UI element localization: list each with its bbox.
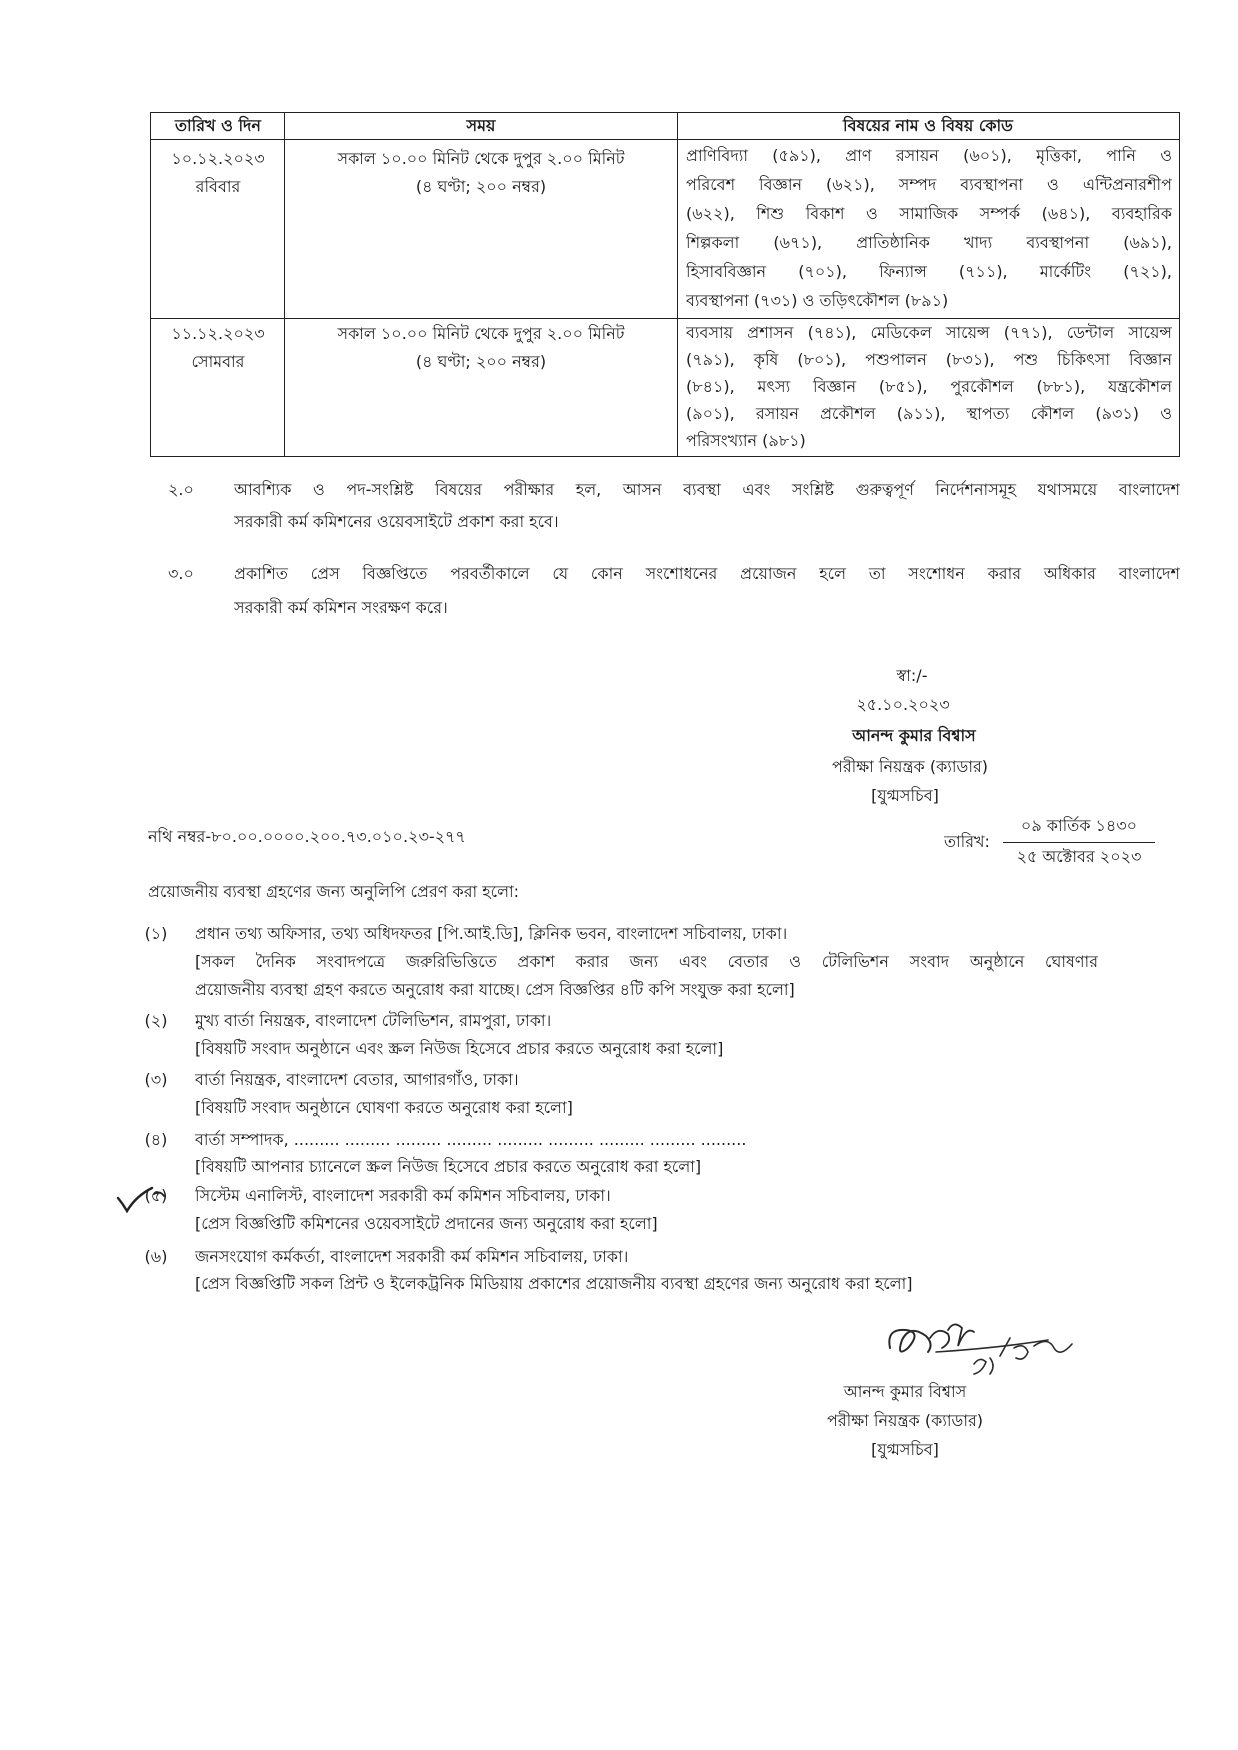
- recipient-number: (১): [144, 924, 168, 943]
- exam-day: রবিবার: [195, 177, 241, 196]
- clause-text-line: প্রকাশিত প্রেস বিজ্ঞপ্তিতে পরবর্তীকালে যে কোন সংশোধনের প্রয়োজন হলে তা সংশোধন করার অধিকার বাংলাদেশ: [234, 564, 1180, 583]
- subject-line: ব্যবস্থাপনা (৭৩১) ও তড়িৎকৌশল (৮৯১): [686, 291, 949, 310]
- signature-date: ২৫.১০.২০২৩: [856, 695, 950, 714]
- exam-duration-marks: (৪ ঘণ্টা; ২০০ নম্বর): [415, 352, 547, 371]
- exam-day: সোমবার: [191, 352, 245, 371]
- table-header-date-day: তারিখ ও দিন: [175, 116, 261, 135]
- signatory-designation: পরীক্ষা নিয়ন্ত্রক (ক্যাডার): [826, 1411, 984, 1430]
- table-header-subjects: বিষয়ের নাম ও বিষয় কোড: [843, 116, 1013, 135]
- subject-line: পরিবেশ বিজ্ঞান (৬২১), সম্পদ ব্যবস্থাপনা ও এন্টিপ্রনারশীপ: [686, 175, 1172, 194]
- recipient-number: (৬): [144, 1247, 168, 1266]
- subject-line: (৭৯১), কৃষি (৮০১), পশুপালন (৮৩১), পশু চিকিৎসা বিজ্ঞান: [686, 350, 1172, 369]
- checkmark-icon: [114, 1184, 176, 1216]
- table-header-divider: [151, 139, 1179, 140]
- recipient-note-line: [বিষয়টি সংবাদ অনুষ্ঠানে ঘোষণা করতে অনুরোধ করা হলো]: [195, 1098, 573, 1117]
- recipient-note-line: [বিষয়টি আপনার চ্যানেলে স্ক্রল নিউজ হিসেবে প্রচার করতে অনুরোধ করা হলো]: [195, 1157, 702, 1176]
- exam-date: ১১.১২.২০২৩: [171, 324, 265, 343]
- date-bengali: ০৯ কার্তিক ১৪৩০: [1020, 816, 1138, 835]
- recipient-line: প্রধান তথ্য অফিসার, তথ্য অধিদফতর [পি.আই.ডি], ক্লিনিক ভবন, বাংলাদেশ সচিবালয়, ঢাকা।: [195, 924, 788, 943]
- subject-line: প্রাণিবিদ্যা (৫৯১), প্রাণ রসায়ন (৬০১), মৃত্তিকা, পানি ও: [686, 146, 1172, 165]
- recipient-line: মুখ্য বার্তা নিয়ন্ত্রক, বাংলাদেশ টেলিভিশন, রামপুরা, ঢাকা।: [195, 1011, 552, 1030]
- date-label: তারিখ:: [944, 832, 990, 851]
- signatory-name: আনন্দ কুমার বিশ্বাস: [843, 1382, 967, 1401]
- handwritten-signature: [878, 1318, 1078, 1380]
- subject-line: হিসাববিজ্ঞান (৭০১), ফিন্যান্স (৭১১), মার্কেটিং (৭২১),: [686, 262, 1172, 281]
- recipient-line: সিস্টেম এনালিস্ট, বাংলাদেশ সরকারী কর্ম কমিশন সচিবালয়, ঢাকা।: [195, 1186, 611, 1205]
- table-header-time: সময়: [466, 116, 496, 135]
- clause-number: ২.০: [168, 480, 194, 499]
- file-number: নথি নম্বর-৮০.০০.০০০০.২০০.৭৩.০১০.২৩-২৭৭: [148, 827, 466, 846]
- recipient-line: বার্তা নিয়ন্ত্রক, বাংলাদেশ বেতার, আগারগাঁও, ঢাকা।: [195, 1070, 519, 1089]
- subject-line: পরিসংখ্যান (৯৮১): [686, 431, 806, 450]
- table-column-divider: [677, 113, 678, 456]
- exam-date: ১০.১২.২০২৩: [171, 149, 265, 168]
- exam-duration-marks: (৪ ঘণ্টা; ২০০ নম্বর): [415, 177, 547, 196]
- signatory-name: আনন্দ কুমার বিশ্বাস: [852, 726, 976, 745]
- signatory-designation: পরীক্ষা নিয়ন্ত্রক (ক্যাডার): [831, 757, 989, 776]
- recipient-note-line: [সকল দৈনিক সংবাদপত্রে জরুরিভিত্তিতে প্রকাশ করার জন্য এবং বেতার ও টেলিভিশন সংবাদ অনুষ্ঠানে ঘোষণার: [195, 952, 1098, 971]
- exam-time: সকাল ১০.০০ মিনিট থেকে দুপুর ২.০০ মিনিট: [337, 149, 625, 168]
- copy-intro: প্রয়োজনীয় ব্যবস্থা গ্রহণের জন্য অনুলিপি প্রেরণ করা হলো:: [148, 882, 520, 901]
- signatory-rank: [যুগ্মসচিব]: [871, 1440, 939, 1459]
- clause-text-line: সরকারী কর্ম কমিশন সংরক্ষণ করে।: [234, 598, 448, 617]
- recipient-number: (২): [144, 1011, 168, 1030]
- clause-number: ৩.০: [168, 564, 194, 583]
- recipient-note-line: প্রয়োজনীয় ব্যবস্থা গ্রহণ করতে অনুরোধ করা যাচ্ছে। প্রেস বিজ্ঞপ্তির ৪টি কপি সংযুক্ত করা হলো]: [195, 980, 795, 999]
- recipient-line: বার্তা সম্পাদক, ......... ......... ......... ......... ......... ......... ......... ......... .........: [195, 1130, 747, 1149]
- date-gregorian: ২৫ অক্টোবর ২০২৩: [1016, 847, 1142, 866]
- subject-line: (৬২২), শিশু বিকাশ ও সামাজিক সম্পর্ক (৬৪১), ব্যবহারিক: [686, 204, 1172, 223]
- signed-mark: স্বা:/-: [896, 666, 928, 685]
- recipient-number: (৫): [144, 1186, 168, 1205]
- subject-line: ব্যবসায় প্রশাসন (৭৪১), মেডিকেল সায়েন্স (৭৭১), ডেন্টাল সায়েন্স: [686, 323, 1172, 342]
- subject-line: (৯০১), রসায়ন প্রকৌশল (৯১১), স্থাপত্য কৌশল (৯৩১) ও: [686, 404, 1172, 423]
- recipient-line: জনসংযোগ কর্মকর্তা, বাংলাদেশ সরকারী কর্ম কমিশন সচিবালয়, ঢাকা।: [195, 1247, 629, 1266]
- recipient-number: (৩): [144, 1070, 168, 1089]
- subject-line: (৮৪১), মৎস্য বিজ্ঞান (৮৫১), পুরকৌশল (৮৮১), যন্ত্রকৌশল: [686, 377, 1172, 396]
- clause-text-line: আবশ্যিক ও পদ-সংশ্লিষ্ট বিষয়ের পরীক্ষার হল, আসন ব্যবস্থা এবং সংশ্লিষ্ট গুরুত্বপূর্ণ নির্দেশনাসমূহ যথাসময়ে বাংলাদেশ: [234, 480, 1180, 499]
- recipient-note-line: [বিষয়টি সংবাদ অনুষ্ঠানে এবং স্ক্রল নিউজ হিসেবে প্রচার করতে অনুরোধ করা হলো]: [195, 1039, 724, 1058]
- subject-line: শিল্পকলা (৬৭১), প্রাতিষ্ঠানিক খাদ্য ব্যবস্থাপনা (৬৯১),: [686, 233, 1172, 252]
- exam-time: সকাল ১০.০০ মিনিট থেকে দুপুর ২.০০ মিনিট: [337, 324, 625, 343]
- recipient-note-line: [প্রেস বিজ্ঞপ্তিটি কমিশনের ওয়েবসাইটে প্রদানের জন্য অনুরোধ করা হলো]: [195, 1214, 658, 1233]
- recipient-number: (৪): [144, 1130, 168, 1149]
- clause-text-line: সরকারী কর্ম কমিশনের ওয়েবসাইটে প্রকাশ করা হবে।: [234, 512, 559, 531]
- signatory-rank: [যুগ্মসচিব]: [871, 786, 939, 805]
- recipient-note-line: [প্রেস বিজ্ঞপ্তিটি সকল প্রিন্ট ও ইলেকট্রনিক মিডিয়ায় প্রকাশের প্রয়োজনীয় ব্যবস্থা গ্রহণের জন্য অনুরোধ করা হলো]: [195, 1274, 913, 1293]
